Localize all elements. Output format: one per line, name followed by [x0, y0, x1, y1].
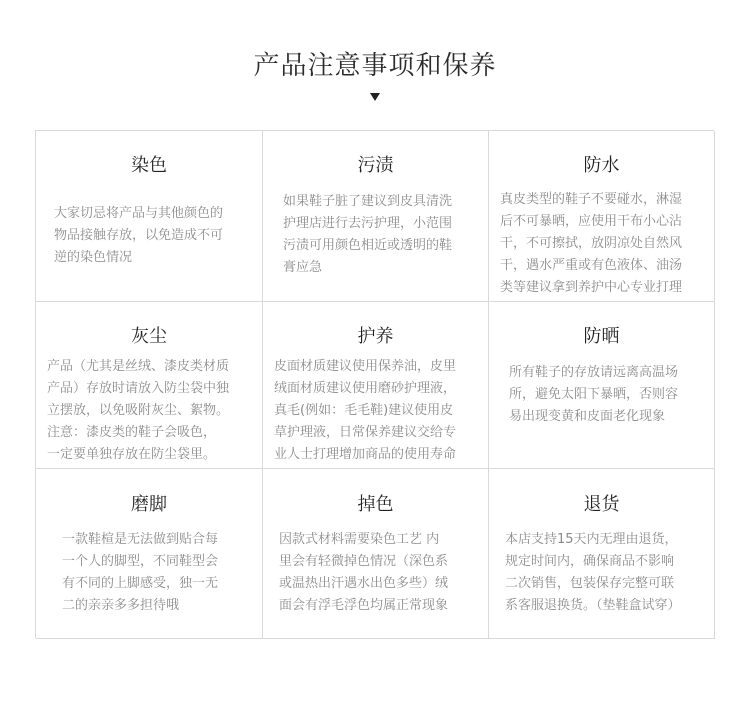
triangle-down-icon	[370, 93, 380, 101]
cell-body: 本店支持15天内无理由退货， 规定时间内，确保商品不影响 二次销售，包装保存完整可联 系客服退换货。（垫鞋盒试穿）	[505, 532, 681, 613]
cell-body: 如果鞋子脏了建议到皮具清洗 护理店进行去污护理，小范围 污渍可用颜色相近或透明的鞋 膏应急	[283, 194, 453, 275]
cell-body: 所有鞋子的存放请远离高温场 所，避免太阳下暴晒，否则容 易出现变黄和皮面老化现象	[509, 365, 679, 424]
cell-title: 退货	[583, 494, 620, 515]
care-cell-waterproof	[489, 131, 715, 302]
cell-title: 灰尘	[131, 326, 167, 347]
care-cell-returns	[489, 469, 715, 639]
care-cell-dyeing	[36, 131, 263, 302]
cell-body: 大家切忌将产品与其他颜色的 物品接触存放，以免造成不可 逆的染色情况	[54, 206, 224, 265]
cell-title: 磨脚	[131, 494, 167, 515]
cell-title: 护养	[357, 326, 394, 347]
page-title: 产品注意事项和保养	[253, 51, 497, 81]
care-cell-stain	[263, 131, 489, 302]
care-cell-chafing	[36, 469, 263, 639]
cell-body: 真皮类型的鞋子不要碰水，淋湿 后不可暴晒，应使用干布小心沾 干，不可擦拭，放阴凉处自然风 干，遇水严重或有色液体、油汤 类等建议拿到养护中心专业打理	[500, 192, 683, 295]
cell-title: 污渍	[357, 155, 394, 176]
cell-body: 一款鞋楦是无法做到贴合每 一个人的脚型，不同鞋型会 有不同的上脚感受，独一无 二的亲亲多多担待哦	[62, 532, 219, 613]
cell-body: 产品（尤其是丝绒、漆皮类材质 产品）存放时请放入防尘袋中独 立摆放，以免吸附灰尘、絮物。 注意：漆皮类的鞋子会吸色， 一定要单独存放在防尘袋里。	[47, 359, 230, 462]
cell-body: 皮面材质建议使用保养油，皮里 绒面材质建议使用磨砂护理液， 真毛(例如：毛毛鞋)建议使用皮 草护理液，日常保养建议交给专 业人士打理增加商品的使用寿命	[274, 359, 457, 462]
care-grid	[35, 130, 714, 638]
care-cell-color-fading	[263, 469, 489, 639]
cell-body: 因款式材料需要染色工艺 内 里会有轻微掉色情况（深色系 或温热出汗遇水出色多些）绒 面会有浮毛浮色均属正常现象	[279, 532, 449, 613]
cell-title: 染色	[131, 155, 167, 176]
cell-title: 防水	[583, 155, 620, 176]
cell-title: 掉色	[357, 494, 394, 515]
care-cell-maintenance	[263, 302, 489, 469]
care-cell-dust	[36, 302, 263, 469]
cell-title: 防晒	[583, 326, 620, 347]
care-cell-sunproof	[489, 302, 715, 469]
